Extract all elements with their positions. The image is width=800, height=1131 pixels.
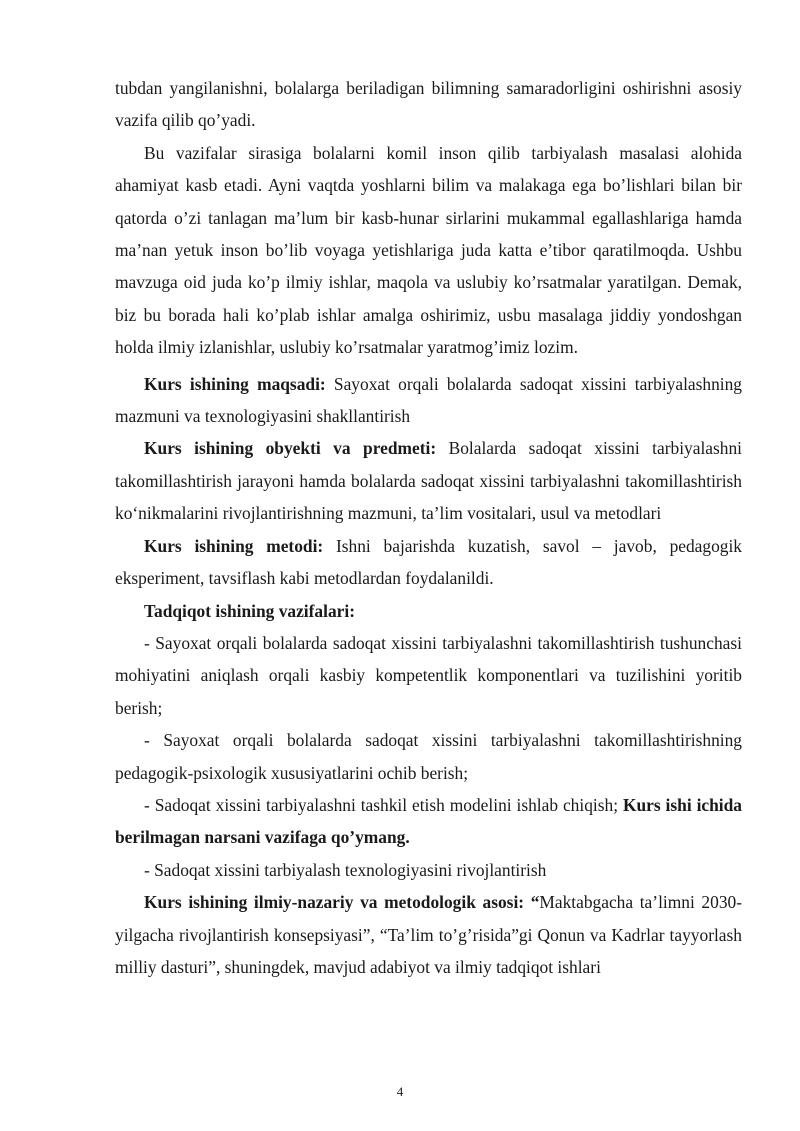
paragraph-goal [115,368,742,433]
paragraph-object-subject [115,432,742,529]
paragraph-research-tasks-heading [115,595,742,627]
paragraph-intro-continuation: tubdan yangilanishni, bolalarga beriladigan bilimning samaradorligini oshirishni asosiy vazifa qilib qo’yadi. [115,78,742,131]
goal-label: Kurs ishining maqsadi: [144,373,326,394]
method-text: Ishni bajarishda kuzatish, savol – javob, pedagogik eksperiment, tavsiflash kabi metodlardan foydalanildi. [115,535,743,589]
task-item-3-note: Kurs ishi ichida berilmagan narsani vazifaga qo’ymang. [115,794,742,848]
page-number: 4 [396,1084,404,1099]
task-item-3 [115,789,742,854]
methodological-basis-quote: “ [524,892,540,913]
task-item-1: - Sayoxat orqali bolalarda sadoqat xissini tarbiyalashni takomillashtirish tushunchasi mohiyatini aniqlash orqali kasbiy kompetentlik komponentlari va tuzilishini yoritib berish; [115,632,742,718]
goal-text: Sayoxat orqali bolalarda sadoqat xissini tarbiyalashning mazmuni va texnologiyasini shakllantirish [115,373,743,427]
paragraph-tasks-overview: Bu vazifalar sirasiga bolalarni komil inson qilib tarbiyalash masalasi alohida ahamiyat kasb etadi. Ayni vaqtda yoshlarni bilim va malakaga ega bo’lishlari bilan bir qatorda o’zi tanlagan ma’lum bir kasb-hunar sirlarini mukammal egallashlariga hamda ma’nan yetuk inson bo’lib voyaga yetishlariga juda katta e’tibor qaratilmoqda. Ushbu mavzuga oid juda ko’p ilmiy ishlar, maqola va uslubiy ko’rsatmalar yaratilgan. Demak, biz bu borada hali ko’plab ishlar amalga oshirimiz, usbu masalaga jiddiy yondoshgan holda ilmiy izlanishlar, uslubiy ko’rsatmalar yaratmog’imiz lozim. [115,142,742,358]
object-subject-label: Kurs ishining obyekti va predmeti: [144,438,437,459]
research-tasks-label: Tadqiqot ishining vazifalari: [144,600,355,621]
methodological-basis-text: Maktabgacha ta’limni 2030-yilgacha rivojlantirish konsepsiyasi”, “Ta’lim to’g’risida”gi Qonun va Kadrlar tayyorlash milliy dasturi”, shuningdek, mavjud adabiyot va ilmiy tadqiqot ishlari [115,892,743,977]
task-item-2: - Sayoxat orqali bolalarda sadoqat xissini tarbiyalashni takomillashtirishning pedagogik-psixologik xususiyatlarini ochib berish; [115,730,742,783]
method-label: Kurs ishining metodi: [144,535,324,556]
document-page [115,72,742,983]
task-item-3-text: - Sadoqat xissini tarbiyalashni tashkil etish modelini ishlab chiqish; [144,794,623,815]
object-subject-text: Bolalarda sadoqat xissini tarbiyalashni takomillashtirish jarayoni hamda bolalarda sadoqat xissini tarbiyalashni takomillashtirish ko‘nikmalarini rivojlantirishning mazmuni, ta’lim vositalari, usul va metodlari [115,438,742,524]
task-item-4: - Sadoqat xissini tarbiyalash texnologiyasini rivojlantirish [144,859,547,880]
paragraph-methodological-basis [115,886,742,983]
paragraph-method [115,530,742,595]
methodological-basis-label: Kurs ishining ilmiy-nazariy va metodologik asosi: [144,892,525,913]
